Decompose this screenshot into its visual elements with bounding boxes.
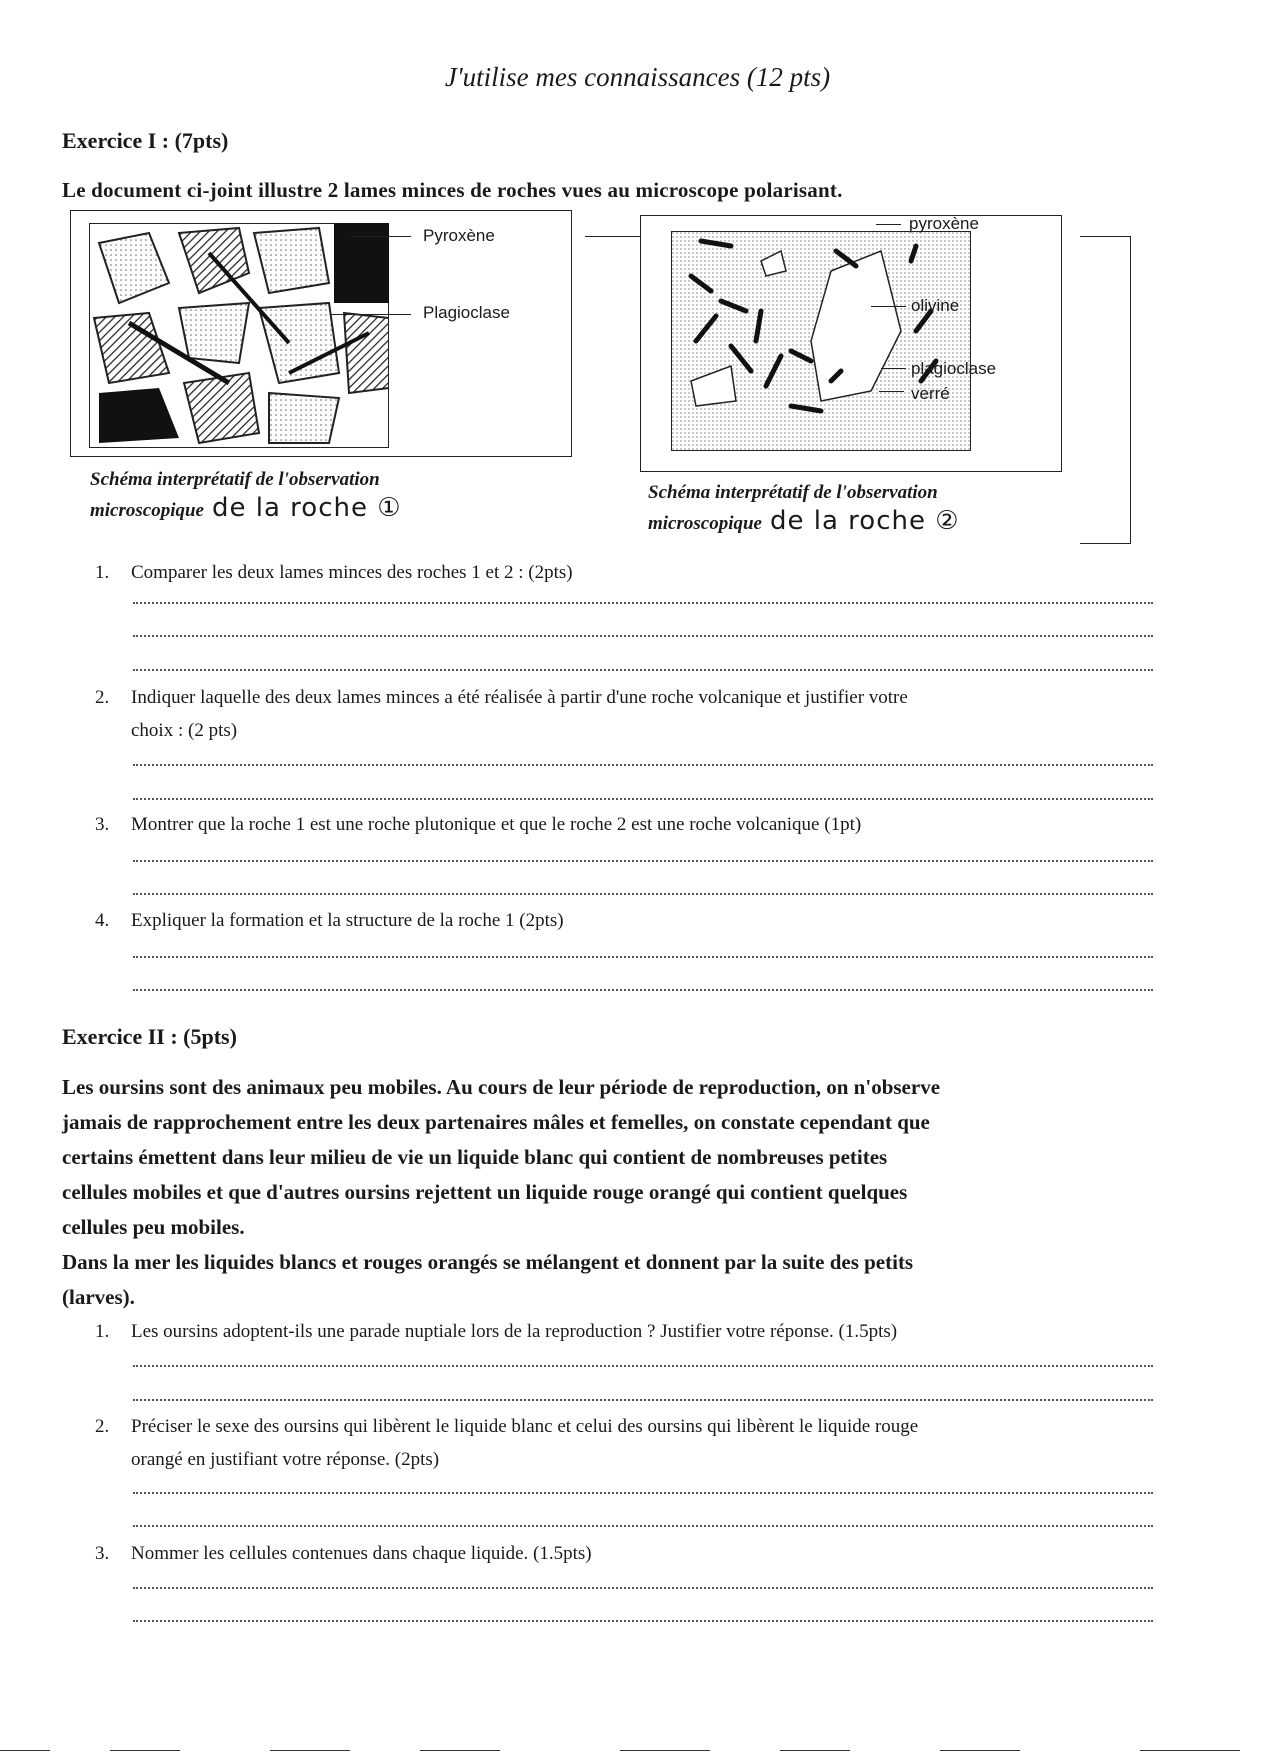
question-text: Préciser le sexe des oursins qui libèrent le liquide blanc et celui des oursins qui libèrent le liquide rouge <box>131 1416 919 1437</box>
question-text: Indiquer laquelle des deux lames minces a été réalisée à partir d'une roche volcanique et justifier votre <box>131 687 908 708</box>
exercise-1-question-4 <box>95 904 1165 937</box>
answer-line[interactable] <box>133 858 1153 862</box>
figure-2-frame <box>640 215 1062 472</box>
question-text: Les oursins adoptent-ils une parade nuptiale lors de la reproduction ? Justifier votre réponse. (1.5pts) <box>131 1321 898 1342</box>
question-number: 3. <box>95 1543 110 1564</box>
figure-2-label-pyroxene: pyroxène <box>909 214 979 233</box>
figure-1-thin-section-drawing <box>89 223 389 448</box>
answer-line[interactable] <box>133 633 1153 637</box>
footer-rule <box>620 1750 710 1751</box>
answer-line[interactable] <box>133 891 1153 895</box>
figure-2-handwritten-note: de la roche ② <box>770 506 960 536</box>
question-number: 2. <box>95 687 110 708</box>
paragraph-line: cellules peu mobiles. <box>62 1215 245 1239</box>
answer-line[interactable] <box>133 762 1153 766</box>
figure-2-caption-line1: Schéma interprétatif de l'observation <box>648 482 938 503</box>
paragraph-line: certains émettent dans leur milieu de vie un liquide blanc qui contient de nombreuses petites <box>62 1145 888 1169</box>
exercise-2-paragraph <box>62 1070 1172 1315</box>
figure-2-label-verre: verré <box>911 384 950 403</box>
figure-2-label-plagioclase: plagioclase <box>911 359 997 378</box>
answer-line[interactable] <box>133 1490 1153 1494</box>
question-number: 1. <box>95 1321 110 1342</box>
figure-2-caption-line2: microscopique <box>648 513 762 534</box>
exercise-1-question-1 <box>95 556 1165 589</box>
exercise-2-question-3 <box>95 1537 1165 1570</box>
paragraph-line: jamais de rapprochement entre les deux partenaires mâles et femelles, on constate cependant que <box>62 1110 930 1134</box>
question-text-continued: orangé en justifiant votre réponse. (2pts) <box>131 1449 440 1470</box>
answer-line[interactable] <box>133 667 1153 671</box>
figure-1-frame <box>70 210 572 457</box>
footer-rule <box>0 1750 50 1751</box>
figure-1-caption-line1: Schéma interprétatif de l'observation <box>90 469 380 490</box>
question-text: Montrer que la roche 1 est une roche plutonique et que le roche 2 est une roche volcanique (1pt) <box>131 814 862 835</box>
question-number: 3. <box>95 814 110 835</box>
figure-1-handwritten-note: de la roche ① <box>212 493 402 523</box>
figure-1-label-plagioclase: Plagioclase <box>423 303 510 322</box>
paragraph-line: cellules mobiles et que d'autres oursins rejettent un liquide rouge orangé qui contient quelques <box>62 1180 908 1204</box>
exercise-1-question-3 <box>95 808 1165 841</box>
question-text: Comparer les deux lames minces des roches 1 et 2 : (2pts) <box>131 562 573 583</box>
figure-2-thin-section-drawing <box>671 231 971 451</box>
figure-1-caption-line2: microscopique <box>90 500 204 521</box>
figure-1-caption <box>90 465 590 525</box>
question-text: Expliquer la formation et la structure de la roche 1 (2pts) <box>131 910 564 931</box>
page-title: J'utilise mes connaissances (12 pts) <box>444 62 831 92</box>
figure-1-label-pyroxene: Pyroxène <box>423 226 495 245</box>
figure-2-label-olivine: olivine <box>911 296 960 315</box>
answer-line[interactable] <box>133 1363 1153 1367</box>
answer-line[interactable] <box>133 600 1153 604</box>
paragraph-line: Les oursins sont des animaux peu mobiles. Au cours de leur période de reproduction, on n'observe <box>62 1075 941 1099</box>
footer-rule <box>940 1750 1020 1751</box>
answer-line[interactable] <box>133 1397 1153 1401</box>
question-number: 4. <box>95 910 110 931</box>
paragraph-line: Dans la mer les liquides blancs et rouges orangés se mélangent et donnent par la suite des petits <box>62 1250 914 1274</box>
exercise-2-question-2 <box>95 1410 1165 1476</box>
footer-rule <box>420 1750 500 1751</box>
footer-rule <box>780 1750 850 1751</box>
exercise-1-intro: Le document ci-joint illustre 2 lames minces de roches vues au microscope polarisant. <box>62 178 843 202</box>
answer-line[interactable] <box>133 1618 1153 1622</box>
question-text-continued: choix : (2 pts) <box>131 720 238 741</box>
paragraph-line: (larves). <box>62 1285 135 1309</box>
answer-line[interactable] <box>133 987 1153 991</box>
question-number: 1. <box>95 562 110 583</box>
question-number: 2. <box>95 1416 110 1437</box>
exercise-2-question-1 <box>95 1315 1165 1348</box>
footer-rule <box>110 1750 180 1751</box>
footer-rule <box>1140 1750 1240 1751</box>
exercise-1-question-2 <box>95 681 1165 747</box>
answer-line[interactable] <box>133 954 1153 958</box>
answer-line[interactable] <box>133 1523 1153 1527</box>
exercise-1-title: Exercice I : (7pts) <box>62 128 229 153</box>
footer-rule <box>270 1750 350 1751</box>
answer-line[interactable] <box>133 796 1153 800</box>
answer-line[interactable] <box>133 1585 1153 1589</box>
exercise-2-title: Exercice II : (5pts) <box>62 1024 237 1049</box>
question-text: Nommer les cellules contenues dans chaque liquide. (1.5pts) <box>131 1543 592 1564</box>
figure-2-caption <box>648 478 1108 538</box>
